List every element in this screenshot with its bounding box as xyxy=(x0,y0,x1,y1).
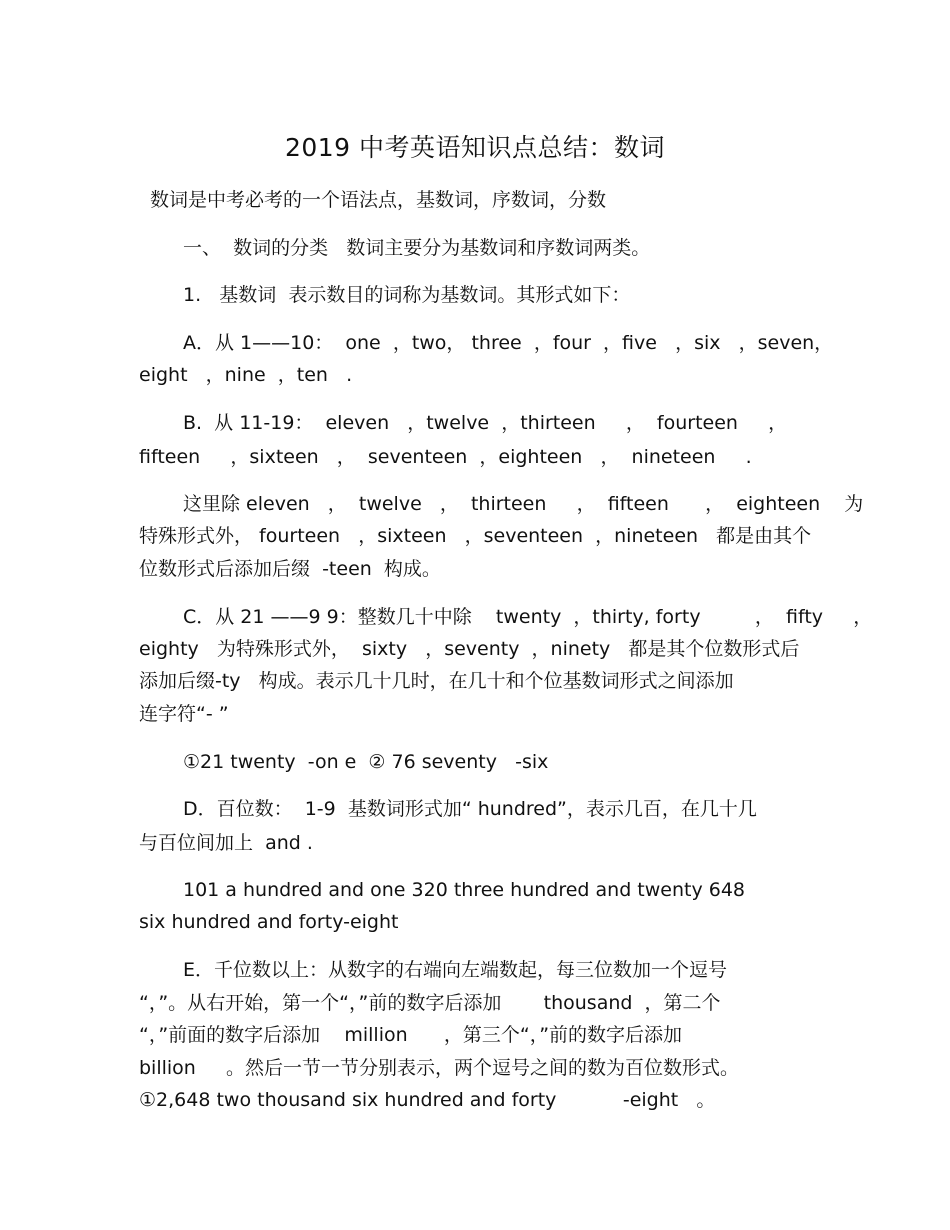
paragraph-special-line-3: 位数形式后添加后缀 -teen 构成。 xyxy=(139,558,441,580)
paragraph-a-line-1: A．从 1——10： one ，two， three ，four ，five ，six ，seven， xyxy=(183,332,834,354)
example-c: ①21 twenty -on e ② 76 seventy -six xyxy=(183,751,549,773)
paragraph-c-line-1: C．从 21 ——9 9：整数几十中除 twenty ，thirty, forty ， fifty ， xyxy=(183,606,873,628)
paragraph-c-line-4: 连字符“- ” xyxy=(139,703,229,725)
paragraph-b-line-2: fifteen ，sixteen ， seventeen ，eighteen ， nineteen . xyxy=(139,446,752,468)
section-heading-classification: 一、 数词的分类 数词主要分为基数词和序数词两类。 xyxy=(183,237,651,259)
paragraph-b-line-1: B. 从 11-19： eleven ，twelve ，thirteen ， fourteen ， xyxy=(183,412,788,434)
paragraph-c-line-3: 添加后缀-ty 构成。表示几十几时，在几十和个位基数词形式之间添加 xyxy=(139,670,734,692)
paragraph-e-line-2: “，”。从右开始，第一个“，”前的数字后添加 thousand ，第二个 xyxy=(139,992,721,1014)
paragraph-c-line-2: eighty 为特殊形式外， sixty ，seventy ，ninety 都是其个位数形式后 xyxy=(139,638,800,660)
paragraph-special-line-2: 特殊形式外， fourteen ，sixteen ，seventeen ，nineteen 都是由其个 xyxy=(139,525,812,547)
paragraph-d-line-2: 与百位间加上 and . xyxy=(139,832,313,854)
example-d-line-1: 101 a hundred and one 320 three hundred and twenty 648 xyxy=(183,879,746,901)
intro-paragraph: 数词是中考必考的一个语法点，基数词，序数词，分数 xyxy=(150,189,607,211)
document-title: 2019 中考英语知识点总结：数词 xyxy=(284,133,666,162)
paragraph-special-line-1: 这里除 eleven ， twelve ， thirteen ， fifteen ， eighteen 为 xyxy=(183,493,864,515)
paragraph-e-line-4: billion 。然后一节一节分别表示，两个逗号之间的数为百位数形式。 xyxy=(139,1057,740,1079)
paragraph-e-line-3: “，”前面的数字后添加 million ，第三个“，”前的数字后添加 xyxy=(139,1024,683,1046)
item-cardinal-numbers: 1. 基数词 表示数目的词称为基数词。其形式如下： xyxy=(183,284,631,306)
paragraph-e-line-5: ①2,648 two thousand six hundred and forty -eight 。 xyxy=(139,1089,716,1111)
paragraph-a-line-2: eight ，nine ，ten . xyxy=(139,364,353,386)
paragraph-e-line-1: E．千位数以上：从数字的右端向左端数起，每三位数加一个逗号 xyxy=(183,959,728,981)
example-d-line-2: six hundred and forty-eight xyxy=(139,911,399,933)
paragraph-d-line-1: D．百位数： 1-9 基数词形式加“ hundred”，表示几百，在几十几 xyxy=(183,798,757,820)
